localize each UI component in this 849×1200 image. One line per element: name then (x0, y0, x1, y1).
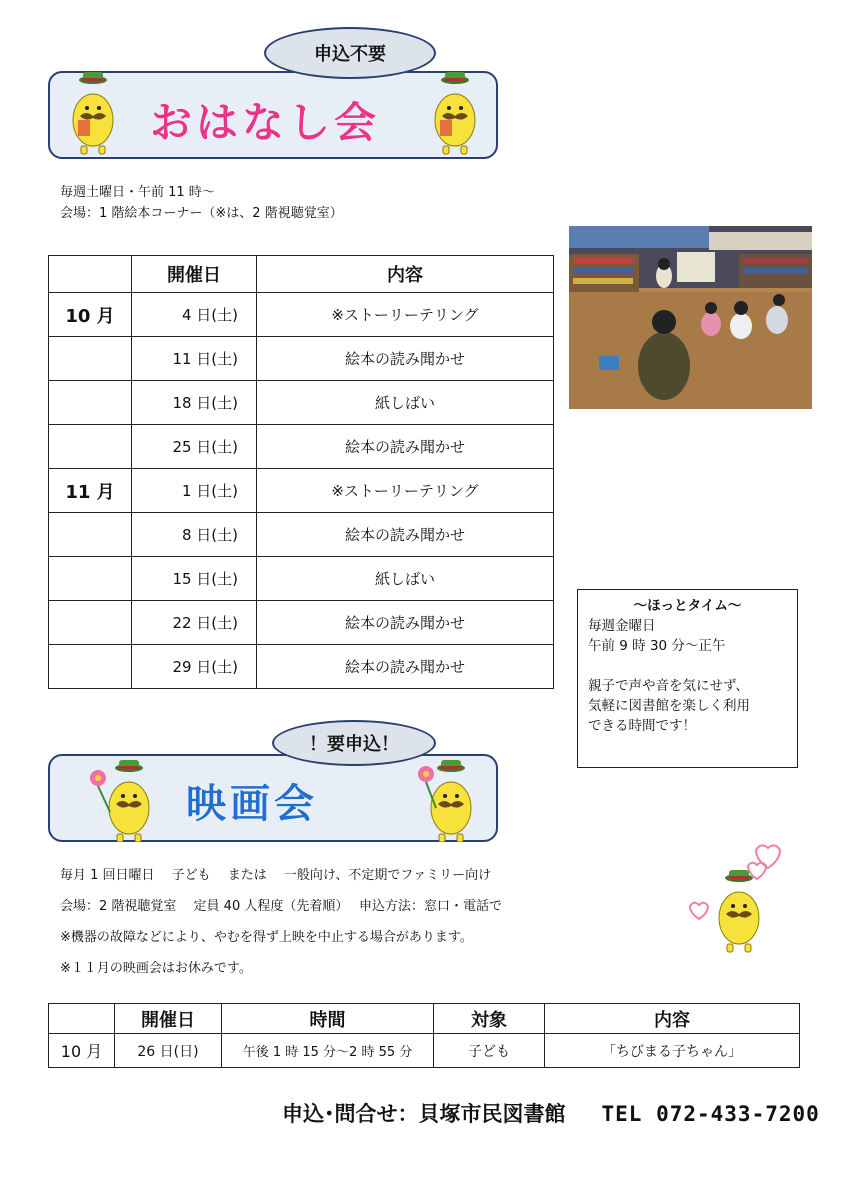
movie-schedule: 毎月 1 回日曜日 子ども または 一般向け、不定期でファミリー向け (60, 868, 492, 883)
footer-contact (282, 1098, 820, 1128)
content-cell: ※ストーリーテリング (257, 293, 554, 337)
contact-label: 申込･問合せ：貝塚市民図書館 (282, 1102, 566, 1126)
date-cell: 26 日(日) (115, 1034, 222, 1068)
movie-venue: 会場：2 階視聴覚室 定員 40 人程度（先着順） 申込方法：窓口・電話で (60, 899, 502, 914)
content-cell: 絵本の読み聞かせ (257, 513, 554, 557)
table-row (49, 1034, 800, 1068)
hottime-line: 気軽に図書館を楽しく利用 (588, 698, 750, 714)
table-header-row (49, 256, 554, 293)
date-cell: 15 日(土) (132, 557, 257, 601)
movie-title: 映画会 (186, 781, 318, 827)
content-cell: 絵本の読み聞かせ (257, 337, 554, 381)
table-header: 内容 (545, 1004, 800, 1034)
date-cell: 1 日(土) (132, 469, 257, 513)
date-cell: 22 日(土) (132, 601, 257, 645)
table-header-row (49, 1004, 800, 1034)
movie-table (48, 1003, 800, 1068)
table-header: 対象 (434, 1004, 545, 1034)
movie-november-notice: ※１１月の映画会はお休みです。 (60, 961, 252, 976)
storytime-table (48, 255, 554, 689)
month-cell: 11 月 (49, 469, 132, 513)
time-cell: 午後 1 時 15 分～2 時 55 分 (222, 1034, 434, 1068)
hottime-box (577, 589, 798, 768)
month-cell (49, 601, 132, 645)
hottime-title: ～ほっとタイム～ (633, 598, 742, 614)
content-cell: 紙しばい (257, 557, 554, 601)
mascot-left-icon (68, 70, 118, 158)
table-row (49, 645, 554, 689)
mascot-right-icon (430, 70, 480, 158)
table-header: 時間 (222, 1004, 434, 1034)
date-cell: 8 日(土) (132, 513, 257, 557)
table-row (49, 337, 554, 381)
mascot-flower-right-icon (412, 758, 482, 842)
mascot-hearts-icon (686, 840, 786, 955)
content-cell: 絵本の読み聞かせ (257, 601, 554, 645)
content-cell: ※ストーリーテリング (257, 469, 554, 513)
table-row (49, 293, 554, 337)
content-cell: 紙しばい (257, 381, 554, 425)
date-cell: 18 日(土) (132, 381, 257, 425)
hottime-line: できる時間です！ (588, 718, 696, 734)
table-header: 開催日 (132, 256, 257, 293)
month-cell: 10 月 (49, 1034, 115, 1068)
table-row (49, 469, 554, 513)
table-row (49, 601, 554, 645)
storytime-venue: 会場：1 階絵本コーナー（※は、2 階視聴覚室） (60, 206, 343, 221)
target-cell: 子ども (434, 1034, 545, 1068)
table-row (49, 425, 554, 469)
mascot-flower-left-icon (88, 758, 158, 842)
hottime-line (588, 656, 787, 676)
month-cell (49, 557, 132, 601)
date-cell: 4 日(土) (132, 293, 257, 337)
month-cell (49, 381, 132, 425)
content-cell: 絵本の読み聞かせ (257, 425, 554, 469)
table-header (49, 256, 132, 293)
table-header: 内容 (257, 256, 554, 293)
storytime-schedule: 毎週土曜日・午前 11 時～ (60, 185, 215, 200)
application-required-badge: ！要申込！ (272, 720, 436, 766)
storytime-title: おはなし会 (150, 98, 381, 147)
hottime-line: 親子で声や音を気にせず、 (588, 678, 749, 694)
date-cell: 29 日(土) (132, 645, 257, 689)
month-cell (49, 645, 132, 689)
table-header: 開催日 (115, 1004, 222, 1034)
table-row (49, 557, 554, 601)
phone-number[interactable]: TEL 072-433-7200 (601, 1102, 820, 1126)
month-cell: 10 月 (49, 293, 132, 337)
no-application-badge: 申込不要 (264, 27, 436, 79)
table-row (49, 513, 554, 557)
date-cell: 11 日(土) (132, 337, 257, 381)
movie-notice: ※機器の故障などにより、やむを得ず上映を中止する場合があります。 (60, 930, 473, 945)
content-cell: 絵本の読み聞かせ (257, 645, 554, 689)
date-cell: 25 日(土) (132, 425, 257, 469)
hottime-line: 毎週金曜日 (588, 618, 656, 634)
month-cell (49, 425, 132, 469)
content-cell: 「ちびまる子ちゃん」 (545, 1034, 800, 1068)
month-cell (49, 513, 132, 557)
table-row (49, 381, 554, 425)
hottime-line: 午前 9 時 30 分～正午 (588, 638, 726, 654)
table-header (49, 1004, 115, 1034)
month-cell (49, 337, 132, 381)
library-photo (569, 226, 812, 409)
